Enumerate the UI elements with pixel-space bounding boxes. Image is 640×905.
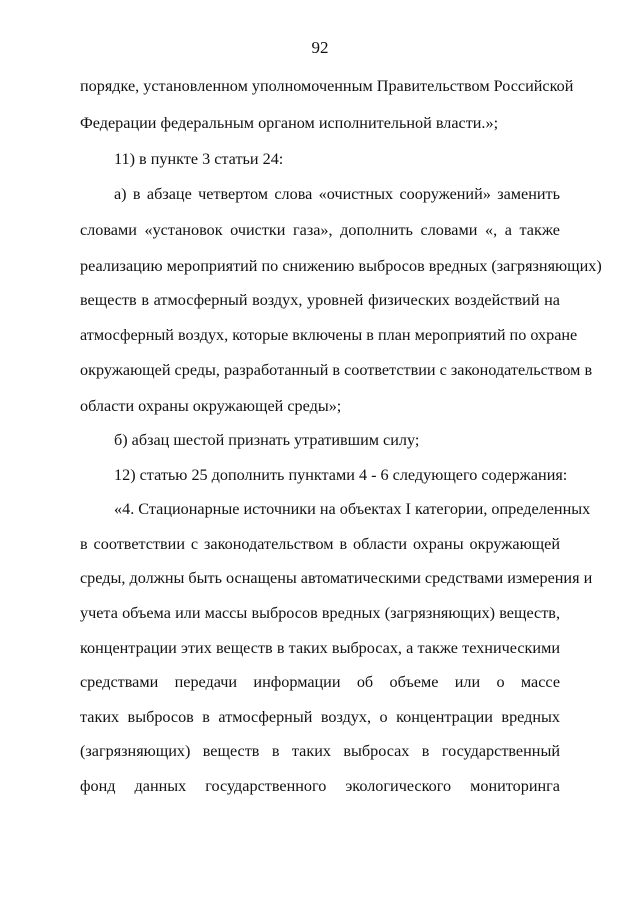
page-number: 92 bbox=[311, 38, 329, 57]
text-line: порядке, установленном уполномоченным Правительством Российской bbox=[80, 77, 574, 95]
text-line: фонд данных государственного экологического мониторинга bbox=[80, 777, 560, 795]
text-line: атмосферный воздух, которые включены в план мероприятий по охране bbox=[80, 326, 578, 344]
text-line: в соответствии с законодательством в области охраны окружающей bbox=[80, 535, 560, 553]
text-line: «4. Стационарные источники на объектах I категории, определенных bbox=[114, 500, 591, 518]
text-line: области охраны окружающей среды»; bbox=[80, 397, 342, 415]
text-line: 11) в пункте 3 статьи 24: bbox=[114, 150, 284, 168]
text-line: учета объема или массы выбросов вредных (загрязняющих) веществ, bbox=[80, 604, 560, 622]
text-line: реализацию мероприятий по снижению выбросов вредных (загрязняющих) bbox=[80, 257, 602, 275]
text-line: а) в абзаце четвертом слова «очистных сооружений» заменить bbox=[114, 185, 560, 203]
text-line: среды, должны быть оснащены автоматическими средствами измерения и bbox=[80, 569, 593, 587]
text-line: 12) статью 25 дополнить пунктами 4 - 6 следующего содержания: bbox=[114, 466, 568, 484]
text-line: веществ в атмосферный воздух, уровней физических воздействий на bbox=[80, 291, 560, 309]
text-line: (загрязняющих) веществ в таких выбросах в государственный bbox=[80, 742, 560, 760]
text-line: средствами передачи информации об объеме или о массе bbox=[80, 673, 560, 691]
text-line: словами «установок очистки газа», дополнить словами «, а также bbox=[80, 221, 560, 239]
text-line: Федерации федеральным органом исполнительной власти.»; bbox=[80, 114, 499, 132]
text-line: концентрации этих веществ в таких выбросах, а также техническими bbox=[80, 639, 560, 657]
text-line: б) абзац шестой признать утратившим силу; bbox=[114, 431, 420, 449]
text-line: окружающей среды, разработанный в соответствии с законодательством в bbox=[80, 361, 593, 379]
text-line: таких выбросов в атмосферный воздух, о концентрации вредных bbox=[80, 708, 560, 726]
